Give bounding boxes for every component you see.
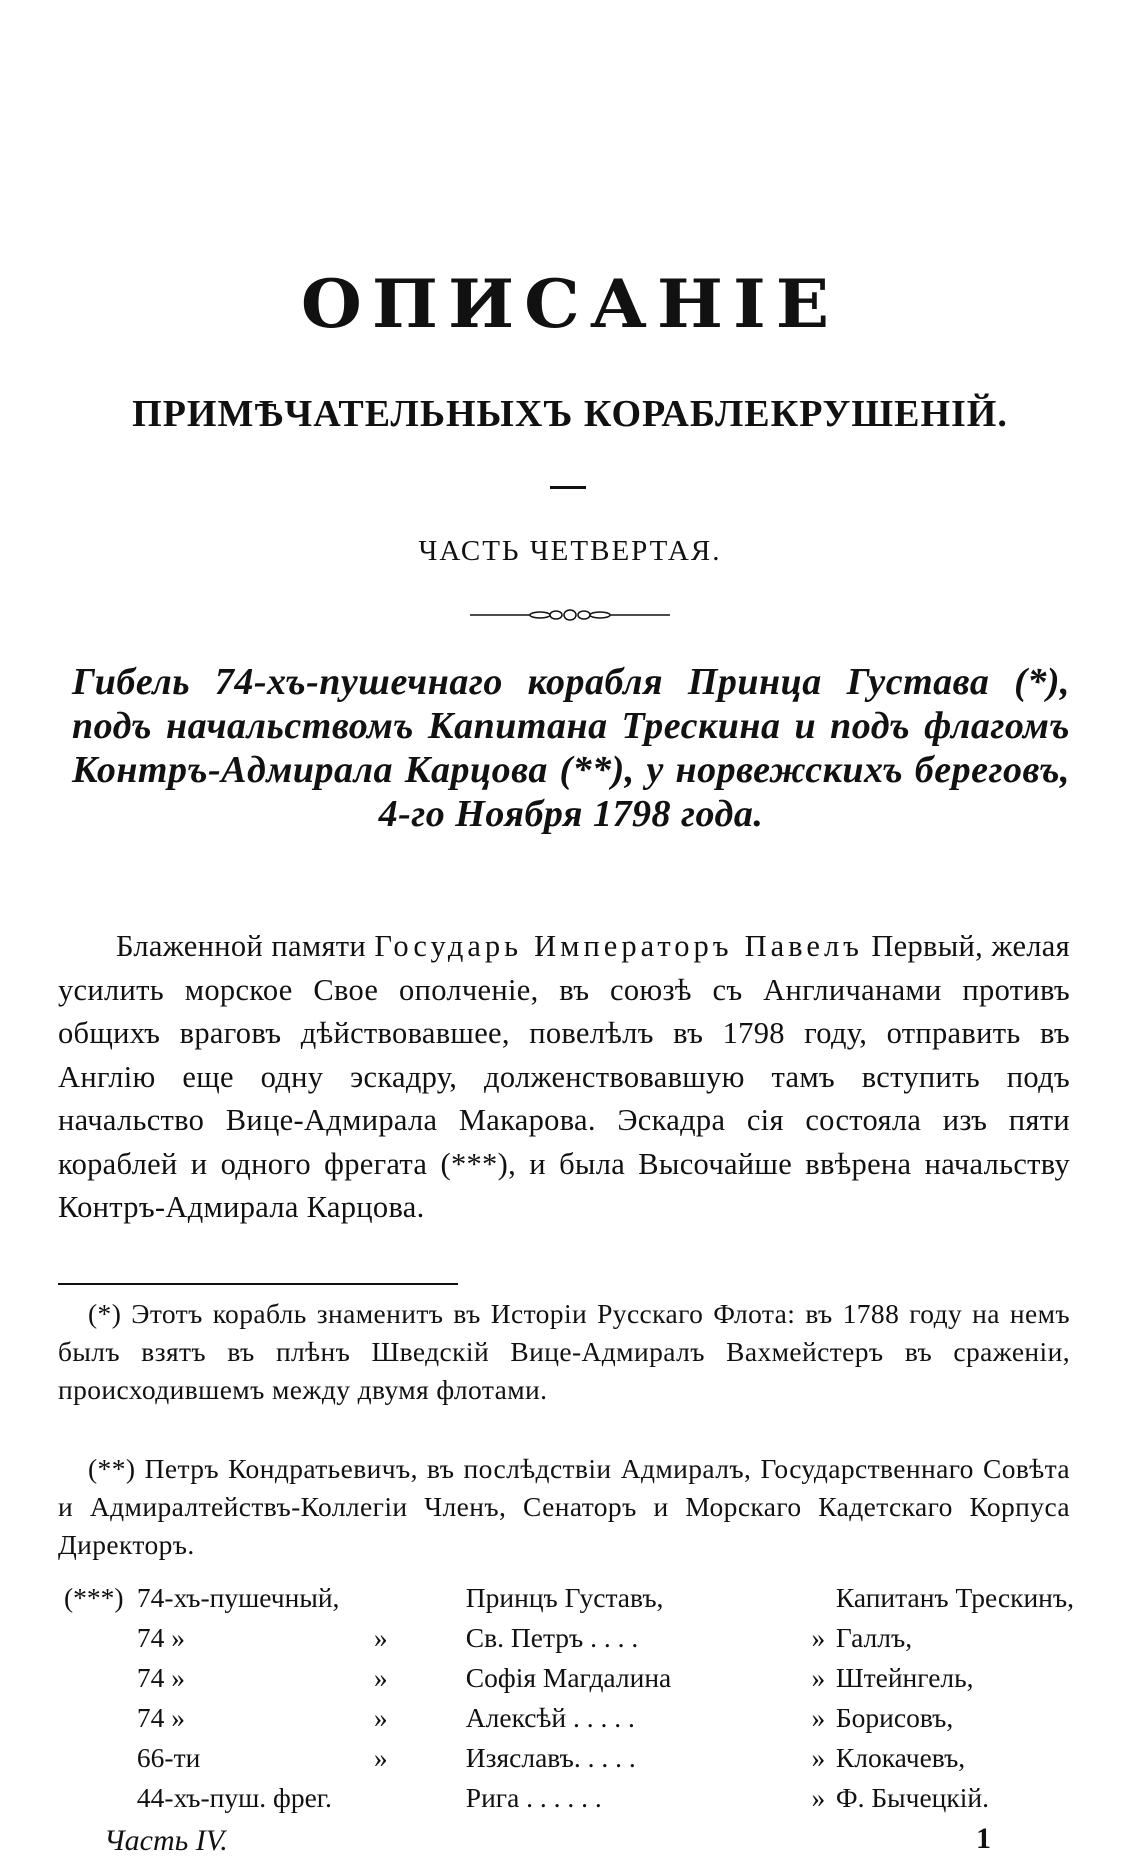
ship-footnote-mark xyxy=(64,1658,137,1698)
ship-guns: 74-хъ-пушечный, xyxy=(136,1582,340,1613)
footnote-1 xyxy=(58,1295,1070,1409)
ship-captain: Клокачевъ, xyxy=(835,1742,966,1773)
ship-captain: Борисовъ, xyxy=(835,1702,954,1733)
part-label: ЧАСТЬ ЧЕТВЕРТАЯ. xyxy=(418,535,722,567)
captain-ditto-mark xyxy=(801,1578,836,1618)
ship-name: Св. Петръ . . . . xyxy=(465,1622,639,1653)
footnote-1-text: (*) Этотъ корабль знаменитъ въ Исторіи Русскаго Флота: въ 1788 году на немъ былъ взятъ въ плѣнъ Шведскій Вице-Адмиралъ Вахмейстеръ въ сраженіи, происходившемъ между двумя флотами. xyxy=(58,1298,1070,1405)
body-text-rest: Первый, желая усилить морское Свое ополченіе, въ союзѣ съ Англичанами противъ общихъ враговъ дѣйствовавшее, повелѣлъ въ 1798 году, отправить въ Англію еще одну эскадру, долженствовавшую тамъ вступить подъ начальство Вице-Адмирала Макарова. Эскадра сія состояла изъ пяти кораблей и одного фрегата (***), и была Высочайше ввѣрена начальству Контръ-Адмирала Карцова. xyxy=(58,929,1070,1224)
ship-name: Алексѣй . . . . . xyxy=(465,1702,635,1733)
page-title: ОПИСАНІЕ xyxy=(300,264,840,343)
ship-ditto-mark: » xyxy=(373,1662,388,1693)
ship-row xyxy=(64,1698,1074,1738)
ship-footnote-mark: (***) xyxy=(64,1582,124,1613)
ship-row xyxy=(64,1778,1074,1818)
ship-footnote-mark xyxy=(64,1618,137,1658)
body-text-emphasis: Государь Императоръ Павелъ xyxy=(374,929,863,963)
captain-ditto-mark: » xyxy=(811,1742,826,1773)
ship-row xyxy=(64,1658,1074,1698)
ship-captain: Ф. Бычецкій. xyxy=(835,1782,989,1813)
short-rule-divider xyxy=(550,486,586,489)
ship-name: Софія Магдалина xyxy=(465,1662,672,1693)
footnote-2 xyxy=(58,1450,1070,1564)
chapter-heading: Гибель 74-хъ-пушечнаго корабля Принца Густава (*), подъ начальствомъ Капитана Трескина и подъ флагомъ Контръ-Адмирала Карцова (**), у норвежскихъ береговъ, 4-го Ноября 1798 года. xyxy=(72,661,1070,835)
ship-name: Принцъ Густавъ, xyxy=(465,1582,664,1613)
captain-ditto-mark: » xyxy=(811,1622,826,1653)
body-paragraph xyxy=(58,925,1070,1230)
ship-guns: 44-хъ-пуш. фрег. xyxy=(136,1782,332,1813)
captain-ditto-mark: » xyxy=(811,1702,826,1733)
ship-ditto-mark xyxy=(374,1778,466,1818)
body-text-start: Блаженной памяти xyxy=(116,929,367,963)
ship-ditto-mark: » xyxy=(373,1742,388,1773)
footnote-2-text: (**) Петръ Кондратьевичъ, въ послѣдствіи Адмиралъ, Государственнаго Совѣта и Адмиралтействъ-Коллегіи Членъ, Сенаторъ и Морскаго Кадетскаго Корпуса Директоръ. xyxy=(58,1453,1070,1560)
ship-guns: 74 » xyxy=(136,1702,186,1733)
ship-name: Рига . . . . . . xyxy=(465,1782,602,1813)
footer-part-label: Часть IV. xyxy=(104,1824,228,1857)
ornament-divider xyxy=(470,608,670,622)
ship-footnote-mark xyxy=(64,1738,137,1778)
ship-ditto-mark: » xyxy=(373,1702,388,1733)
footnote-rule xyxy=(58,1283,458,1285)
captain-ditto-mark: » xyxy=(811,1782,826,1813)
ship-guns: 74 » xyxy=(136,1622,186,1653)
ship-row xyxy=(64,1738,1074,1778)
ship-list-table xyxy=(64,1578,1074,1818)
ship-row xyxy=(64,1618,1074,1658)
ship-footnote-mark xyxy=(64,1698,137,1738)
ship-captain: Штейнгель, xyxy=(835,1662,974,1693)
ship-guns: 74 » xyxy=(136,1662,186,1693)
ship-guns: 66-ти xyxy=(136,1742,201,1773)
ship-ditto-mark xyxy=(374,1578,466,1618)
page-number: 1 xyxy=(976,1822,991,1855)
ship-row xyxy=(64,1578,1074,1618)
ship-ditto-mark: » xyxy=(373,1622,388,1653)
captain-ditto-mark: » xyxy=(811,1662,826,1693)
page-subtitle: ПРИМѢЧАТЕЛЬНЫХЪ КОРАБЛЕКРУШЕНІЙ. xyxy=(132,393,1008,435)
ship-captain: Галлъ, xyxy=(835,1622,913,1653)
ship-footnote-mark xyxy=(64,1778,137,1818)
ship-captain: Капитанъ Трескинъ, xyxy=(835,1582,1074,1613)
ship-name: Изяславъ. . . . . xyxy=(465,1742,636,1773)
